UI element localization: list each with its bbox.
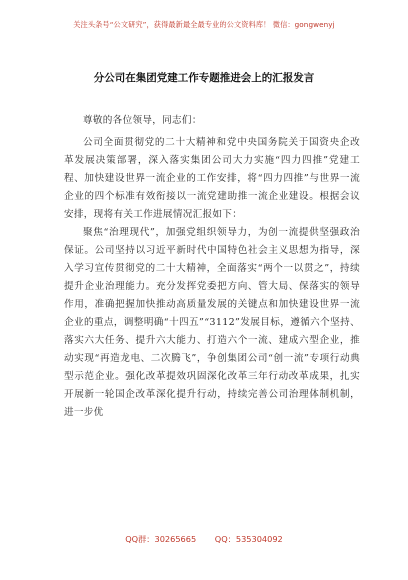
promo-banner: 关注头条号“公文研究”，获得最新最全最专业的公文资料库！ 微信：gongwenyj bbox=[73, 20, 335, 29]
footer-contacts bbox=[0, 534, 408, 545]
footer-qq: QQ：535304092 bbox=[214, 534, 283, 544]
document-title: 分公司在集团党建工作专题推进会上的汇报发言 bbox=[93, 72, 315, 84]
salutation: 尊敬的各位领导，同志们： bbox=[83, 115, 202, 126]
paragraph-governance: 聚焦“治理现代”，加强党组织领导力，为创一流提供坚强政治保证。公司坚持以习近平新时代中国特色社会主义思想为指导，深入学习宣传贯彻党的二十大精神，全面落实“两个一以贯之”，持续提升企业治理能力。充分发挥党委把方向、管大局、保落实的领导作用，准确把握加快推动高质量发展的关键点和加快建设世界一流企业的重点，调整明确“十四五”“3112”发展目标，遵循六个坚持、落实六大任务、提升六大能力、打造六个一流、建成六型企业，推动实现“再造龙电、二次腾飞”，争创集团公司“创一流”专项行动典型示范企业。强化改革提效巩固深化改革三年行动改革成果，扎实开展新一轮国企改革深化提升行动，持续完善公司治理体制机制，进一步优 bbox=[64, 227, 360, 418]
footer-qq-group: QQ群：30265665 bbox=[125, 534, 197, 544]
paragraph-intro: 公司全面贯彻党的二十大精神和党中央国务院关于国资央企改革发展决策部署，深入落实集团公司大力实施“四力四推”党建工程、加快建设世界一流企业的工作安排，将“四力四推”与世界一流企业的四个标准有效衔接以一流党建助推一流企业建设。根据会议安排，现将有关工作进展情况汇报如下： bbox=[64, 137, 360, 220]
document-body bbox=[64, 112, 360, 422]
